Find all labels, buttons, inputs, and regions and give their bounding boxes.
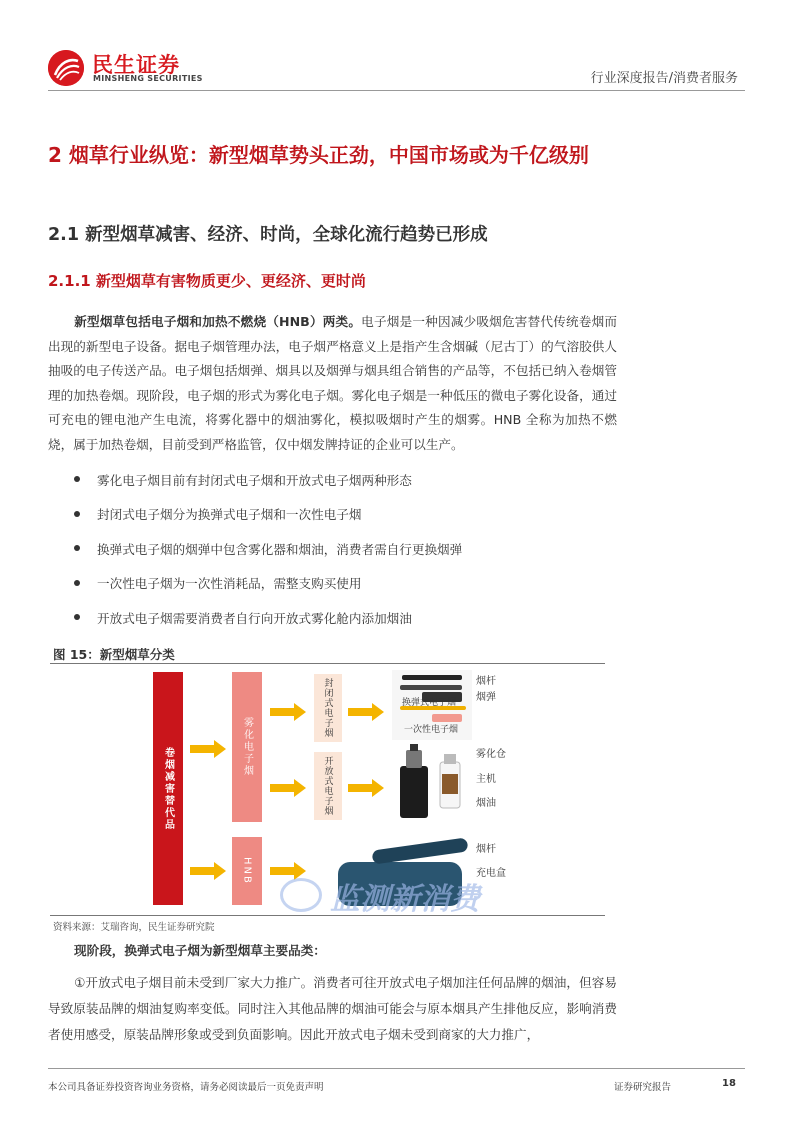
bullet-dot-icon xyxy=(74,511,80,517)
list-item: 换弹式电子烟的烟弹中包含雾化器和烟油，消费者需自行更换烟弹 xyxy=(74,531,614,566)
open-ecig-label: 开放式电子烟 xyxy=(322,756,333,816)
root-category-label: 卷烟减害替代品 xyxy=(162,746,174,831)
hnb-box xyxy=(232,837,262,905)
section-heading-1: 2 烟草行业纵览：新型烟草势头正劲，中国市场或为千亿级别 xyxy=(48,143,589,167)
watermark-logo-icon xyxy=(280,878,322,912)
open-ecig-image-icon xyxy=(396,744,470,820)
arrow-right-icon xyxy=(348,703,384,721)
atomized-ecig-label: 雾化电子烟 xyxy=(241,717,253,777)
hnb-part-rod: 烟杆 xyxy=(476,844,496,855)
figure-bottom-rule xyxy=(50,915,605,916)
footer-disclaimer: 本公司具备证券投资咨询业务资格，请务必阅读最后一页免责声明 xyxy=(48,1082,324,1093)
arrow-right-icon xyxy=(190,862,226,880)
figure-title: 图 15：新型烟草分类 xyxy=(53,647,175,662)
hnb-label: HNB xyxy=(241,857,253,885)
figure-source: 资料来源：艾瑞咨询，民生证券研究院 xyxy=(53,922,215,933)
figure-top-rule xyxy=(50,663,605,664)
closed-ecig-box xyxy=(314,674,342,742)
bullet-dot-icon xyxy=(74,614,80,620)
closing-lead: 现阶段，换弹式电子烟为新型烟草主要品类： xyxy=(74,943,326,958)
list-item: 封闭式电子烟分为换弹式电子烟和一次性电子烟 xyxy=(74,497,614,532)
footer-divider xyxy=(48,1068,745,1069)
report-type: 行业深度报告/消费者服务 xyxy=(590,71,738,86)
closed-part-pod: 烟弹 xyxy=(476,692,496,703)
closing-paragraph: ①开放式电子烟目前未受到厂家大力推广。消费者可往开放式电子烟加注任何品牌的烟油，但容易导致原装品牌的烟油复购率变低。同时注入其他品牌的烟油可能会与原本烟具产生排他反应，影响消费者使用感受，原装品牌形象或受到负面影响。因此开放式电子烟未受到商家的大力推广， xyxy=(48,975,617,1042)
open-part-atomizer: 雾化仓 xyxy=(476,749,506,760)
disposable-ecig-label: 一次性电子烟 xyxy=(404,725,459,735)
arrow-right-icon xyxy=(190,740,226,758)
list-item: 一次性电子烟为一次性消耗品，需整支购买使用 xyxy=(74,566,614,601)
intro-lead: 新型烟草包括电子烟和加热不燃烧（HNB）两类。 xyxy=(74,314,362,329)
intro-paragraph xyxy=(48,310,617,458)
atomized-ecig-box xyxy=(232,672,262,822)
page-number: 18 xyxy=(722,1078,736,1089)
bullet-list xyxy=(74,462,614,635)
brand-name-cn: 民生证券 xyxy=(92,53,180,77)
arrow-right-icon xyxy=(270,779,306,797)
bullet-dot-icon xyxy=(74,580,80,586)
minsheng-logo-icon xyxy=(48,50,84,86)
watermark-text: 监测新消费 xyxy=(330,882,480,917)
list-item: 雾化电子烟目前有封闭式电子烟和开放式电子烟两种形态 xyxy=(74,462,614,497)
root-category-box xyxy=(153,672,183,905)
open-ecig-box xyxy=(314,752,342,820)
arrow-right-icon xyxy=(348,779,384,797)
brand-name-en: MINSHENG SECURITIES xyxy=(93,74,203,83)
section-heading-3: 2.1.1 新型烟草有害物质更少、更经济、更时尚 xyxy=(48,272,366,290)
open-ecig-products xyxy=(396,744,470,820)
refill-ecig-label: 换弹式电子烟 xyxy=(402,698,457,708)
arrow-right-icon xyxy=(270,703,306,721)
header-divider xyxy=(48,90,745,91)
open-part-eliquid: 烟油 xyxy=(476,798,496,809)
closed-ecig-products xyxy=(392,670,472,740)
list-item: 开放式电子烟需要消费者自行向开放式雾化舱内添加烟油 xyxy=(74,600,614,635)
closed-part-rod: 烟杆 xyxy=(476,676,496,687)
footer-report-label: 证券研究报告 xyxy=(614,1082,672,1093)
bullet-dot-icon xyxy=(74,545,80,551)
hnb-part-charger: 充电盒 xyxy=(476,868,506,879)
bullet-dot-icon xyxy=(74,476,80,482)
section-heading-2: 2.1 新型烟草减害、经济、时尚，全球化流行趋势已形成 xyxy=(48,225,488,245)
open-part-mod: 主机 xyxy=(476,774,496,785)
intro-body: 电子烟是一种因减少吸烟危害替代传统卷烟而出现的新型电子设备。据电子烟管理办法，电子烟严格意义上是指产生含烟碱（尼古丁）的气溶胶供人抽吸的电子传送产品。电子烟包括烟弹、烟具以及烟弹与烟具组合销售的产品等，不包括已纳入卷烟管理的加热卷烟。现阶段，电子烟的形式为雾化电子烟。雾化电子烟是一种低压的微电子雾化设备，通过可充电的锂电池产生电流，将雾化器中的烟油雾化，模拟吸烟时产生的烟雾。HNB 全称为加热不燃烧，属于加热卷烟，目前受到严格监管，仅中烟发牌持证的企业可以生产。 xyxy=(48,314,617,452)
closed-ecig-label: 封闭式电子烟 xyxy=(322,678,333,738)
